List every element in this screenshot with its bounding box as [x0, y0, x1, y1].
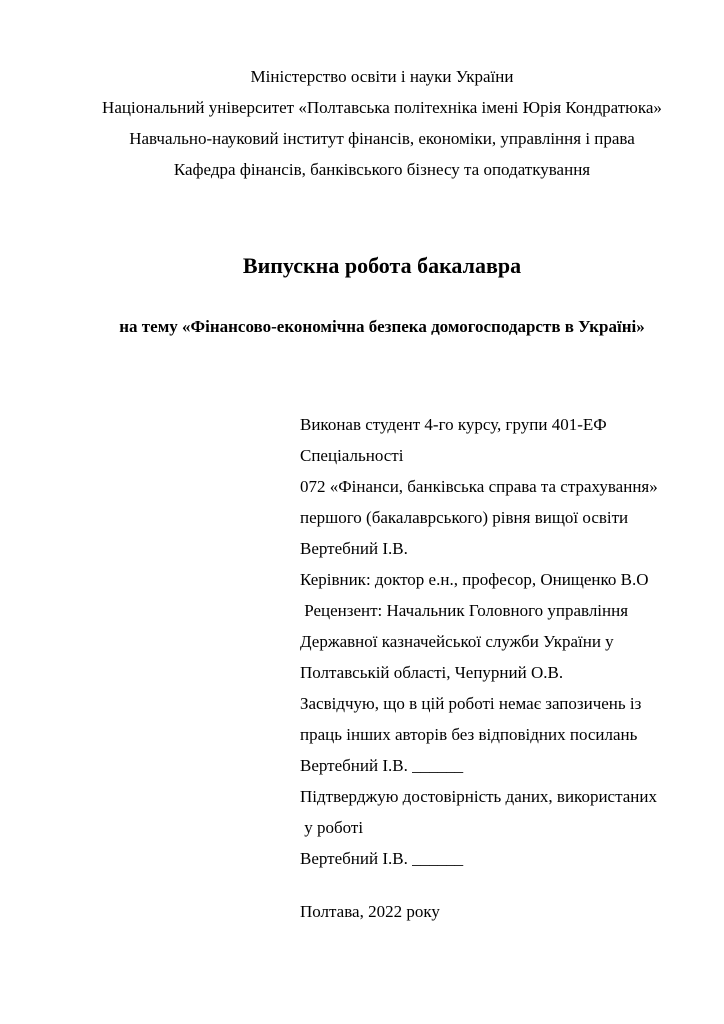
student-line: Виконав студент 4-го курсу, групи 401-ЕФ — [300, 415, 607, 434]
thesis-topic: на тему «Фінансово-економічна безпека домогосподарств в Україні» — [119, 317, 645, 336]
ministry-line: Міністерство освіти і науки України — [250, 67, 514, 86]
signature-line-1: Вертебний І.В. ______ — [300, 756, 464, 775]
signature-line-2: Вертебний І.В. ______ — [300, 849, 464, 868]
reviewer-line-2: Державної казначейської служби України у — [300, 632, 614, 651]
university-line: Національний університет «Полтавська політехніка імені Юрія Кондратюка» — [102, 98, 662, 117]
specialty-label-line: Спеціальності — [300, 446, 404, 465]
institute-line: Навчально-науковий інститут фінансів, економіки, управління і права — [129, 129, 635, 148]
student-name-line: Вертебний І.В. — [300, 539, 408, 558]
reviewer-line-3: Полтавській області, Чепурний О.В. — [300, 663, 564, 682]
declaration-line-2: праць інших авторів без відповідних посилань — [300, 725, 638, 744]
education-level-line: першого (бакалаврського) рівня вищої освіти — [300, 508, 629, 527]
place-year-line: Полтава, 2022 року — [300, 902, 440, 921]
reviewer-line-1: Рецензент: Начальник Головного управління — [300, 601, 629, 620]
specialty-code-line: 072 «Фінанси, банківська справа та страхування» — [300, 477, 658, 496]
declaration-line-1: Засвідчую, що в цій роботі немає запозичень із — [300, 694, 642, 713]
page-title: Випускна робота бакалавра — [242, 253, 522, 278]
supervisor-line: Керівник: доктор е.н., професор, Онищенко В.О — [300, 570, 649, 589]
confirmation-line-1: Підтверджую достовірність даних, використаних — [300, 787, 657, 806]
details-block — [300, 409, 668, 874]
department-line: Кафедра фінансів, банківського бізнесу та оподаткування — [173, 160, 591, 179]
institution-header — [96, 61, 668, 185]
confirmation-line-2: у роботі — [300, 818, 364, 837]
